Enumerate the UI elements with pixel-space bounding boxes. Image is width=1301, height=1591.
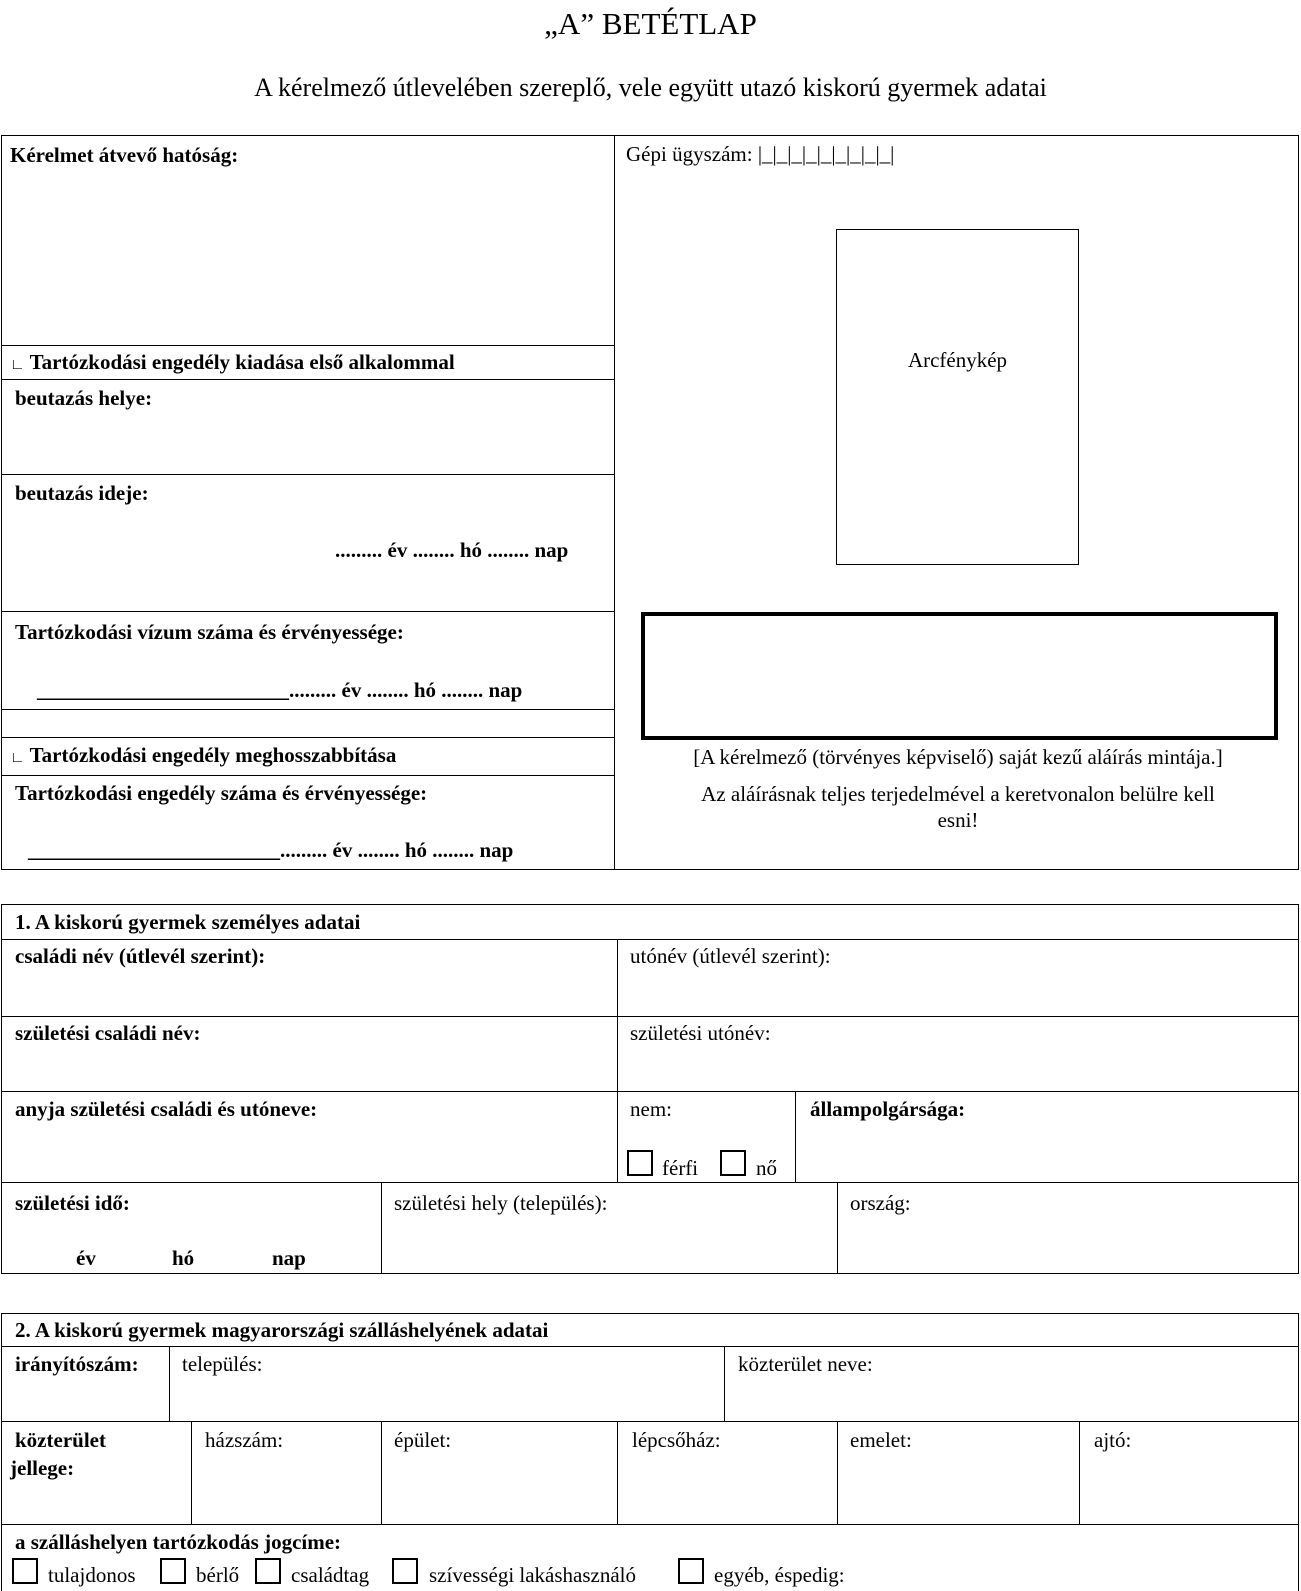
signature-note-line-1: Az aláírásnak teljes terjedelmével a keretvonalon belülre kell xyxy=(701,782,1215,806)
case-number xyxy=(626,142,894,166)
sex-label: nem: xyxy=(630,1097,672,1121)
extension-option[interactable] xyxy=(10,743,396,770)
building-label: épület: xyxy=(394,1428,452,1452)
birth-year-label: év xyxy=(76,1246,96,1270)
divider xyxy=(617,1421,618,1524)
sex-female-checkbox[interactable] xyxy=(720,1150,746,1176)
permit-date-line: ________________________......... év ........ hó ........ nap xyxy=(28,838,514,862)
photo-box[interactable] xyxy=(836,229,1079,565)
house-number-label: házszám: xyxy=(205,1428,284,1452)
given-name-label: utónév (útlevél szerint): xyxy=(630,944,831,968)
mother-name-label: anyja születési családi és utóneve: xyxy=(15,1097,318,1121)
sex-female-label: nő xyxy=(756,1156,777,1180)
option-owner-checkbox[interactable] xyxy=(12,1558,38,1584)
divider xyxy=(169,1346,170,1421)
divider xyxy=(191,1421,192,1524)
option-courtesy-user-checkbox[interactable] xyxy=(392,1558,418,1584)
extension-label: Tartózkodási engedély meghosszabbítása xyxy=(29,743,397,767)
option-other-checkbox[interactable] xyxy=(678,1558,704,1584)
option-family-member-checkbox[interactable] xyxy=(255,1558,281,1584)
entry-place-label: beutazás helye: xyxy=(15,386,153,410)
signature-box[interactable] xyxy=(641,612,1278,740)
option-family-member-label: családtag xyxy=(291,1563,370,1587)
street-name-label: közterület neve: xyxy=(738,1352,873,1376)
top-section-divider xyxy=(614,135,615,870)
divider xyxy=(1,1524,1299,1525)
first-issue-checkbox-icon[interactable]: ∟ xyxy=(10,357,25,373)
door-label: ajtó: xyxy=(1094,1428,1132,1452)
form-subtitle: A kérelmező útlevelében szereplő, vele együtt utazó kiskorú gyermek adatai xyxy=(254,73,1047,102)
country-label: ország: xyxy=(850,1191,911,1215)
divider xyxy=(1,345,614,346)
signature-caption: [A kérelmező (törvényes képviselő) saját kezű aláírás mintája.] xyxy=(693,745,1223,769)
form-title: „A” BETÉTLAP xyxy=(544,6,757,41)
sex-male-label: férfi xyxy=(662,1156,699,1180)
divider xyxy=(381,1182,382,1274)
photo-label: Arcfénykép xyxy=(907,348,1008,372)
divider xyxy=(837,1182,838,1274)
divider xyxy=(837,1421,838,1524)
floor-label: emelet: xyxy=(850,1428,912,1452)
option-tenant-label: bérlő xyxy=(196,1563,240,1587)
street-type-label-1: közterület xyxy=(15,1428,106,1452)
divider xyxy=(381,1421,382,1524)
visa-date-line: ________________________......... év ........ hó ........ nap xyxy=(37,678,523,702)
street-type-label-2: jellege: xyxy=(10,1456,75,1480)
birth-month-label: hó xyxy=(172,1246,195,1270)
option-courtesy-user-label: szívességi lakáshasználó xyxy=(429,1563,637,1587)
divider xyxy=(795,1091,796,1182)
city-label: település: xyxy=(182,1352,263,1376)
sex-male-checkbox[interactable] xyxy=(627,1150,653,1176)
first-issue-label: Tartózkodási engedély kiadása első alkalommal xyxy=(29,350,455,374)
first-issue-option[interactable] xyxy=(10,350,455,377)
birth-place-label: születési hely (település): xyxy=(394,1191,608,1215)
family-name-label: családi név (útlevél szerint): xyxy=(15,944,266,968)
permit-label: Tartózkodási engedély száma és érvényessége: xyxy=(15,781,428,805)
staircase-label: lépcsőház: xyxy=(632,1428,721,1452)
entry-time-label: beutazás ideje: xyxy=(15,481,149,505)
option-tenant-checkbox[interactable] xyxy=(160,1558,186,1584)
birth-given-name-label: születési utónév: xyxy=(630,1021,771,1045)
case-number-boxes: |_|_|_|_|_|_|_|_|_| xyxy=(757,142,895,166)
signature-note-line-2: esni! xyxy=(937,808,979,832)
option-other-label: egyéb, éspedig: xyxy=(714,1563,845,1587)
option-owner-label: tulajdonos xyxy=(48,1563,136,1587)
divider xyxy=(1,737,614,738)
birth-day-label: nap xyxy=(272,1246,306,1270)
extension-checkbox-icon[interactable]: ∟ xyxy=(10,750,25,766)
case-number-label: Gépi ügyszám: xyxy=(626,142,753,166)
residence-title-label: a szálláshelyen tartózkodás jogcíme: xyxy=(15,1530,342,1554)
authority-label: Kérelmet átvevő hatóság: xyxy=(10,143,239,167)
zip-label: irányítószám: xyxy=(15,1352,139,1376)
entry-date-line: ......... év ........ hó ........ nap xyxy=(335,538,569,562)
birth-family-name-label: születési családi név: xyxy=(15,1021,201,1045)
section1-heading: 1. A kiskorú gyermek személyes adatai xyxy=(15,910,361,934)
section2-heading: 2. A kiskorú gyermek magyarországi szálláshelyének adatai xyxy=(15,1318,549,1342)
divider xyxy=(1,709,614,710)
authority-field[interactable] xyxy=(2,136,613,345)
citizenship-label: állampolgársága: xyxy=(810,1097,966,1121)
divider xyxy=(1079,1421,1080,1524)
birth-date-label: születési idő: xyxy=(15,1191,130,1215)
visa-label: Tartózkodási vízum száma és érvényessége: xyxy=(15,620,404,644)
divider xyxy=(724,1346,725,1421)
